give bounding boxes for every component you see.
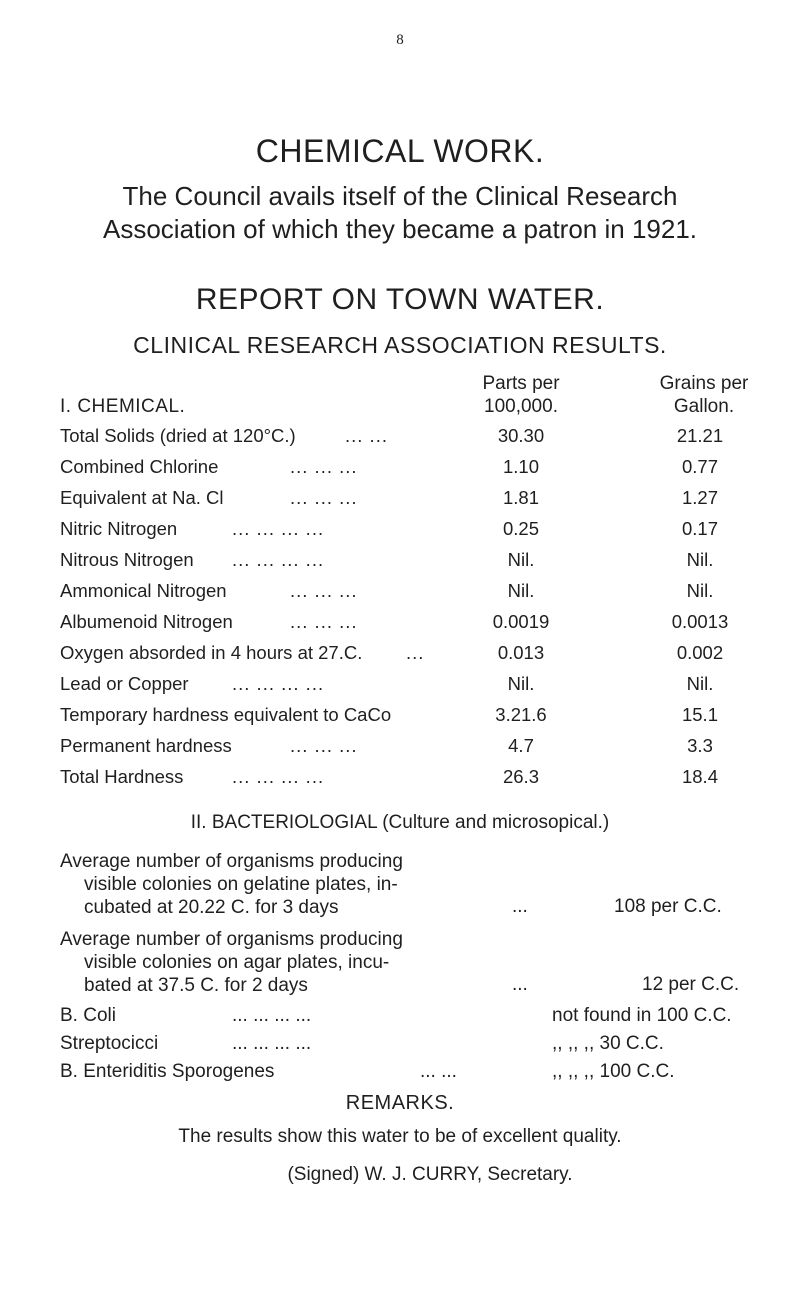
table-row — [0, 456, 800, 486]
row-label: Oxygen absorded in 4 hours at 27.C. — [60, 642, 363, 663]
column-header-grains — [606, 372, 800, 418]
gelatine-leader: ... — [512, 896, 528, 917]
parts-value: 4.7 — [508, 735, 534, 756]
grains-value: 0.0013 — [671, 611, 729, 632]
agar-line-3: bated at 37.5 C. for 2 days — [84, 975, 308, 996]
agar-leader: ... — [512, 974, 528, 995]
row-label: Total Hardness — [60, 766, 184, 787]
parts-value: 1.81 — [502, 487, 539, 508]
parts-value: 1.10 — [502, 456, 539, 477]
b-coli-label: B. Coli — [60, 1005, 116, 1026]
table-row — [0, 766, 800, 796]
agar-line-1: Average number of organisms producing — [60, 929, 403, 950]
row-label: Equivalent at Na. Cl — [60, 487, 224, 508]
gelatine-line-2: visible colonies on gelatine plates, in- — [84, 874, 398, 895]
parts-value: 26.3 — [502, 766, 539, 787]
row-leader: ... ... ... ... — [232, 518, 325, 539]
row-label: Nitrous Nitrogen — [60, 549, 194, 570]
streptococci-leader: ... ... ... ... — [232, 1033, 312, 1054]
grains-value: 1.27 — [681, 487, 718, 508]
page-number: 8 — [396, 32, 404, 48]
cra-results-title: CLINICAL RESEARCH ASSOCIATION RESULTS. — [133, 332, 667, 358]
parts-value: 30.30 — [497, 425, 545, 446]
grains-value: Nil. — [686, 549, 714, 570]
intro-line-1: The Council avails itself of the Clinical Research — [122, 181, 678, 211]
column-header-grains-line-2: Gallon. — [673, 396, 735, 417]
grains-value: 0.77 — [681, 456, 718, 477]
row-leader: ... ... ... ... — [232, 766, 325, 787]
enteriditis-label: B. Enteriditis Sporogenes — [60, 1061, 275, 1082]
report-title: REPORT ON TOWN WATER. — [195, 283, 605, 316]
table-row — [0, 580, 800, 610]
row-label: Ammonical Nitrogen — [60, 580, 227, 601]
column-header-parts — [436, 372, 606, 418]
row-leader: ... ... ... — [290, 580, 358, 601]
row-label: Permanent hardness — [60, 735, 232, 756]
row-label: Albumenoid Nitrogen — [60, 611, 233, 632]
agar-line-2: visible colonies on agar plates, incu- — [84, 952, 390, 973]
remarks-text: The results show this water to be of excellent quality. — [178, 1126, 622, 1147]
row-leader: ... — [406, 642, 425, 663]
row-leader: ... ... — [345, 425, 388, 446]
grains-value: 21.21 — [676, 425, 724, 446]
intro-line-2: Association of which they became a patron in 1921. — [102, 214, 698, 244]
grains-value: 15.1 — [681, 704, 718, 725]
table-row — [0, 642, 800, 672]
parts-value: 0.013 — [497, 642, 545, 663]
b-coli-result: not found in 100 C.C. — [552, 1005, 732, 1026]
bacteriological-section-label: II. BACTERIOLOGIAL (Culture and microsopical.) — [190, 812, 610, 833]
parts-value: Nil. — [507, 580, 535, 601]
enteriditis-result: ,, ,, ,, 100 C.C. — [552, 1061, 675, 1082]
signature: (Signed) W. J. CURRY, Secretary. — [287, 1164, 573, 1185]
table-row — [0, 704, 800, 734]
column-header-grains-line-1: Grains per — [659, 373, 749, 394]
intro-paragraph — [0, 180, 800, 246]
table-row — [0, 487, 800, 517]
column-header-parts-line-1: Parts per — [482, 373, 560, 394]
chemical-section-label: I. CHEMICAL. — [60, 396, 186, 417]
agar-count-description — [60, 928, 403, 997]
grains-value: 0.002 — [676, 642, 724, 663]
grains-value: 3.3 — [687, 735, 713, 756]
gelatine-line-3: cubated at 20.22 C. for 3 days — [84, 897, 339, 918]
row-label: Nitric Nitrogen — [60, 518, 178, 539]
b-coli-leader: ... ... ... ... — [232, 1005, 312, 1026]
grains-value: Nil. — [686, 673, 714, 694]
row-label: Combined Chlorine — [60, 456, 219, 477]
streptococci-label: Streptocicci — [60, 1033, 159, 1054]
gelatine-count-description — [60, 850, 403, 919]
table-row — [0, 735, 800, 765]
grains-value: 0.17 — [681, 518, 718, 539]
parts-value: 3.21.6 — [495, 704, 547, 725]
grains-value: Nil. — [686, 580, 714, 601]
parts-value: 0.0019 — [492, 611, 550, 632]
table-row — [0, 518, 800, 548]
row-label: Temporary hardness equivalent to CaCo — [60, 704, 392, 725]
page-heading: CHEMICAL WORK. — [255, 133, 545, 169]
streptococci-result: ,, ,, ,, 30 C.C. — [552, 1033, 664, 1054]
row-leader: ... ... ... — [290, 456, 358, 477]
row-leader: ... ... ... — [290, 735, 358, 756]
enteriditis-leader: ... ... — [420, 1061, 457, 1082]
gelatine-count-result: 108 per C.C. — [614, 896, 722, 917]
row-label: Lead or Copper — [60, 673, 189, 694]
column-header-parts-line-2: 100,000. — [484, 396, 558, 417]
grains-value: 18.4 — [681, 766, 718, 787]
row-leader: ... ... ... — [290, 487, 358, 508]
table-row — [0, 611, 800, 641]
parts-value: Nil. — [507, 549, 535, 570]
row-label: Total Solids (dried at 120°C.) — [60, 425, 296, 446]
table-row — [0, 549, 800, 579]
agar-count-result: 12 per C.C. — [642, 974, 740, 995]
row-leader: ... ... ... ... — [232, 673, 325, 694]
table-row — [0, 425, 800, 455]
row-leader: ... ... ... — [290, 611, 358, 632]
table-row — [0, 673, 800, 703]
gelatine-line-1: Average number of organisms producing — [60, 851, 403, 872]
parts-value: 0.25 — [502, 518, 539, 539]
remarks-title: REMARKS. — [345, 1092, 455, 1114]
row-leader: ... ... ... ... — [232, 549, 325, 570]
parts-value: Nil. — [507, 673, 535, 694]
